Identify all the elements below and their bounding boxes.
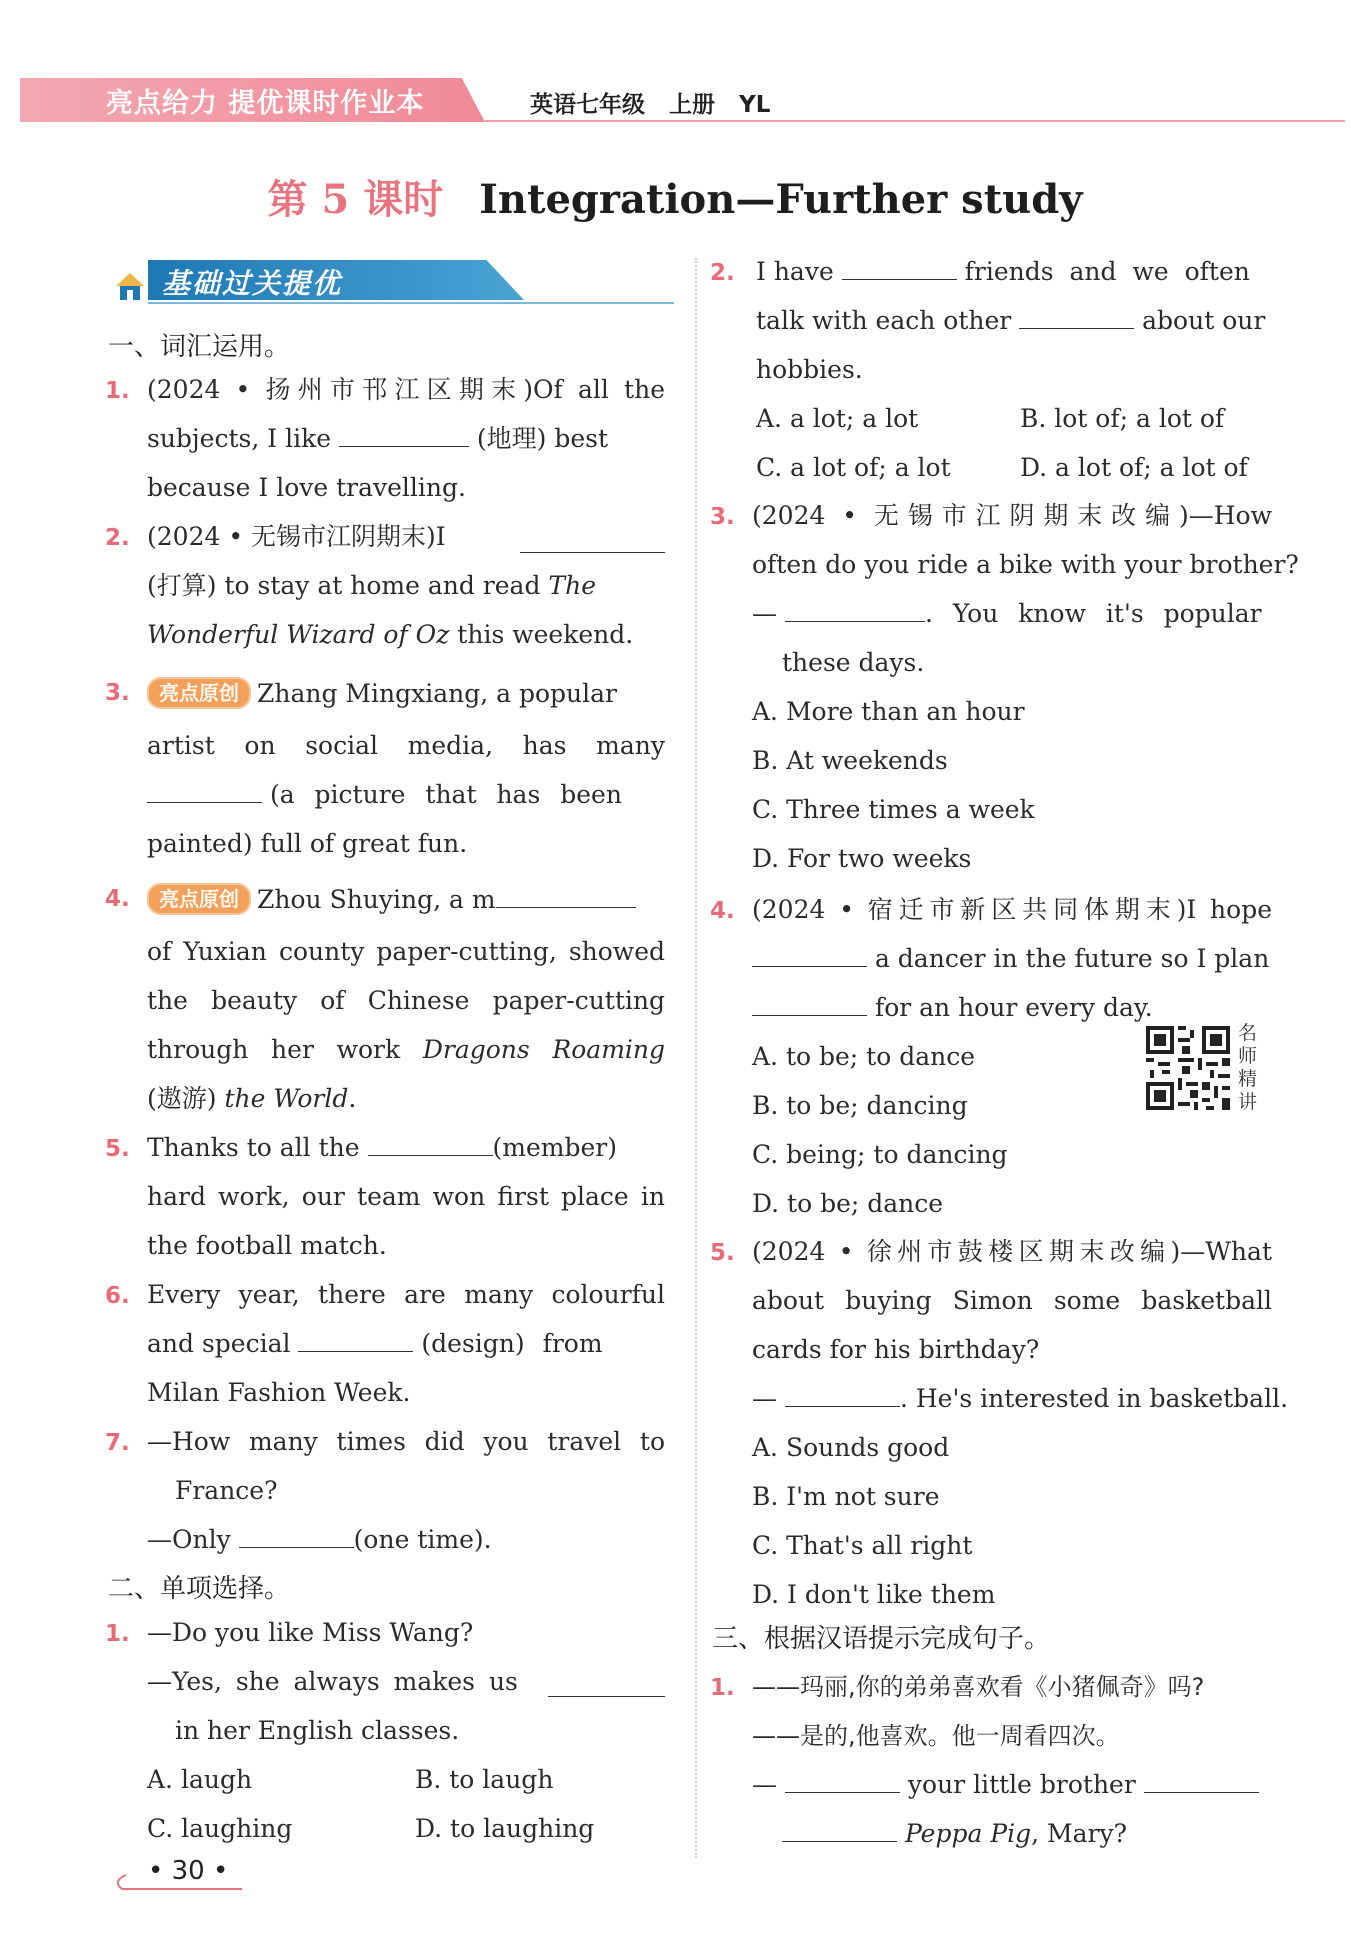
option[interactable]: D. I don't like them <box>752 1580 996 1609</box>
text: I have <box>756 257 834 286</box>
question-text: because I love travelling. <box>147 473 466 502</box>
question-number: 1. <box>710 1675 735 1701</box>
question-text <box>756 306 1272 336</box>
column-divider <box>695 258 697 1858</box>
question-text <box>756 257 1272 287</box>
option[interactable]: C. being; to dancing <box>752 1140 1008 1169</box>
question-text: artist on social media, has many <box>147 731 665 760</box>
text: (打算) to stay at home and read <box>147 571 541 600</box>
show-title: Peppa Pig <box>904 1819 1032 1848</box>
question-text: (2024 • 扬州市邗江区期末)Of all the <box>147 375 665 404</box>
option[interactable]: D. For two weeks <box>752 844 972 873</box>
question-number: 3. <box>105 680 130 706</box>
option[interactable]: C. That's all right <box>752 1531 973 1560</box>
option[interactable]: A. to be; to dance <box>752 1042 976 1071</box>
banner-underline <box>148 302 674 304</box>
text: — <box>752 1770 777 1799</box>
question-number: 6. <box>105 1283 130 1309</box>
banner-text: 基础过关提优 <box>162 267 343 300</box>
question-text <box>147 1084 356 1114</box>
text: your little brother <box>907 1770 1136 1799</box>
answer-blank[interactable] <box>785 1770 900 1793</box>
question-text <box>147 1329 603 1359</box>
text: (遨游) <box>147 1084 217 1113</box>
question-text: (2024 • 徐州市鼓楼区期末改编)—What <box>752 1237 1272 1266</box>
answer-blank[interactable] <box>298 1329 413 1352</box>
qr-code-icon[interactable] <box>1142 1022 1234 1114</box>
question-text: in her English classes. <box>175 1716 460 1745</box>
text: (one time). <box>353 1525 492 1554</box>
text: —Yes, she always makes us <box>147 1667 518 1696</box>
question-text: —How many times did you travel to <box>147 1427 665 1456</box>
question-text: often do you ride a bike with your brother? <box>752 550 1299 579</box>
question-text: (2024 • 宿迁市新区共同体期末)I hope <box>752 895 1272 924</box>
question-text <box>147 571 596 601</box>
text: subjects, I like <box>147 424 332 453</box>
text: (地理) best <box>476 424 609 453</box>
question-number: 3. <box>710 504 735 530</box>
question-text <box>147 1525 492 1555</box>
option[interactable]: C. Three times a week <box>752 795 1035 824</box>
book-title: Wonderful Wizard of Oz <box>147 620 450 649</box>
text: friends and we often <box>964 257 1250 286</box>
answer-blank[interactable] <box>785 599 925 622</box>
answer-blank[interactable] <box>1144 1770 1259 1793</box>
question-text: cards for his birthday? <box>752 1335 1040 1364</box>
question-number: 1. <box>105 378 130 404</box>
text: (a picture that has been <box>269 780 622 809</box>
option[interactable]: B. lot of; a lot of <box>1020 404 1225 433</box>
text: this weekend. <box>457 620 634 649</box>
answer-blank[interactable] <box>785 1384 900 1407</box>
option[interactable]: D. to laughing <box>415 1814 595 1843</box>
question-number: 5. <box>710 1240 735 1266</box>
text: through her work <box>147 1035 401 1064</box>
question-text <box>752 1770 1259 1800</box>
section-2-title: 二、单项选择。 <box>108 1574 291 1604</box>
question-text <box>147 780 622 810</box>
answer-blank[interactable] <box>368 1133 493 1156</box>
book-title: The <box>548 571 596 600</box>
answer-blank[interactable] <box>752 944 867 967</box>
question-text: Milan Fashion Week. <box>147 1378 411 1407</box>
option[interactable]: A. Sounds good <box>752 1433 950 1462</box>
question-number: 1. <box>105 1621 130 1647</box>
question-text <box>147 1133 617 1163</box>
text: and special <box>147 1329 291 1358</box>
question-text: the beauty of Chinese paper-cutting <box>147 986 665 1015</box>
option[interactable]: A. a lot; a lot <box>756 404 919 433</box>
answer-blank[interactable] <box>339 424 469 447</box>
house-icon <box>112 268 148 304</box>
answer-blank[interactable] <box>782 1819 897 1842</box>
question-text: Every year, there are many colourful <box>147 1280 665 1309</box>
section-1-title: 一、词汇运用。 <box>108 332 291 362</box>
option[interactable]: B. to be; dancing <box>752 1091 968 1120</box>
original-badge: 亮点原创 <box>147 677 251 709</box>
question-text: the football match. <box>147 1231 387 1260</box>
question-text: hobbies. <box>756 355 863 384</box>
question-text <box>147 424 608 454</box>
question-text <box>147 620 633 650</box>
question-text: ——是的,他喜欢。他一周看四次。 <box>752 1722 1120 1750</box>
text: — <box>752 1384 777 1413</box>
option[interactable]: B. At weekends <box>752 746 948 775</box>
section-3-title: 三、根据汉语提示完成句子。 <box>712 1624 1051 1654</box>
lesson-name: Integration—Further study <box>479 176 1083 223</box>
answer-blank[interactable] <box>1019 306 1134 329</box>
text: — <box>752 599 777 628</box>
text: Zhou Shuying, a m <box>257 885 496 914</box>
answer-blank[interactable] <box>520 530 665 553</box>
question-text <box>147 677 617 709</box>
answer-blank[interactable] <box>496 885 636 908</box>
question-text <box>147 1035 665 1065</box>
original-badge: 亮点原创 <box>147 883 251 915</box>
option[interactable]: B. to laugh <box>415 1765 554 1794</box>
question-text <box>752 599 1262 629</box>
question-text <box>147 522 446 552</box>
section-banner <box>112 260 672 306</box>
text: (member) <box>492 1133 617 1162</box>
text: , Mary? <box>1031 1819 1127 1848</box>
option[interactable]: D. a lot of; a lot of <box>1020 453 1248 482</box>
question-text: painted) full of great fun. <box>147 829 468 858</box>
answer-blank[interactable] <box>239 1525 354 1548</box>
question-text: ——玛丽,你的弟弟喜欢看《小猪佩奇》吗? <box>752 1673 1205 1701</box>
question-text: —Do you like Miss Wang? <box>147 1618 474 1647</box>
text: —Only <box>147 1525 231 1554</box>
text: (2024 • 无锡市江阴期末)I <box>147 522 446 551</box>
text: . You know it's popular <box>924 599 1262 628</box>
option[interactable]: D. to be; dance <box>752 1189 944 1218</box>
option[interactable]: B. I'm not sure <box>752 1482 940 1511</box>
option[interactable]: C. laughing <box>147 1814 293 1843</box>
page-number: • 30 • <box>148 1856 229 1886</box>
text: . <box>348 1084 357 1113</box>
option[interactable]: C. a lot of; a lot <box>756 453 951 482</box>
lesson-number: 第 5 课时 <box>267 176 444 223</box>
brand-title: 亮点给力 提优课时作业本 <box>106 88 425 119</box>
question-number: 2. <box>710 260 735 286</box>
option[interactable]: A. laugh <box>147 1765 253 1794</box>
answer-blank[interactable] <box>147 780 262 803</box>
question-text: France? <box>175 1476 278 1505</box>
question-text <box>147 883 636 915</box>
question-text: these days. <box>782 648 925 677</box>
answer-blank[interactable] <box>752 993 867 1016</box>
question-number: 7. <box>105 1430 130 1456</box>
question-number: 2. <box>105 525 130 551</box>
question-text <box>752 1384 1288 1414</box>
question-text: (2024 • 无锡市江阴期末改编)—How <box>752 501 1272 530</box>
book-info: 英语七年级 上册 YL <box>530 92 771 118</box>
question-text: hard work, our team won first place in <box>147 1182 665 1211</box>
question-text: of Yuxian county paper-cutting, showed <box>147 937 665 966</box>
text: Thanks to all the <box>147 1133 360 1162</box>
qr-label: 名师精讲 <box>1238 1022 1258 1113</box>
header-divider <box>485 120 1345 122</box>
question-number: 5. <box>105 1136 130 1162</box>
answer-blank[interactable] <box>548 1674 665 1697</box>
page-header <box>20 78 1345 122</box>
answer-blank[interactable] <box>842 257 957 280</box>
question-text: about buying Simon some basketball <box>752 1286 1272 1315</box>
question-text <box>752 993 1153 1023</box>
text: for an hour every day. <box>874 993 1153 1022</box>
text: Zhang Mingxiang, a popular <box>257 679 617 708</box>
option[interactable]: A. More than an hour <box>752 697 1025 726</box>
question-text <box>752 944 1269 974</box>
work-title: Dragons Roaming <box>422 1035 666 1064</box>
question-number: 4. <box>710 898 735 924</box>
text: (design) from <box>421 1329 603 1358</box>
work-title: the World <box>224 1084 349 1113</box>
text: . He's interested in basketball. <box>899 1384 1289 1413</box>
question-text <box>147 1667 518 1697</box>
question-text <box>782 1819 1127 1849</box>
question-number: 4. <box>105 886 130 912</box>
text: a dancer in the future so I plan <box>874 944 1270 973</box>
text: about our <box>1142 306 1266 335</box>
lesson-title <box>0 168 1350 225</box>
text: talk with each other <box>756 306 1012 335</box>
